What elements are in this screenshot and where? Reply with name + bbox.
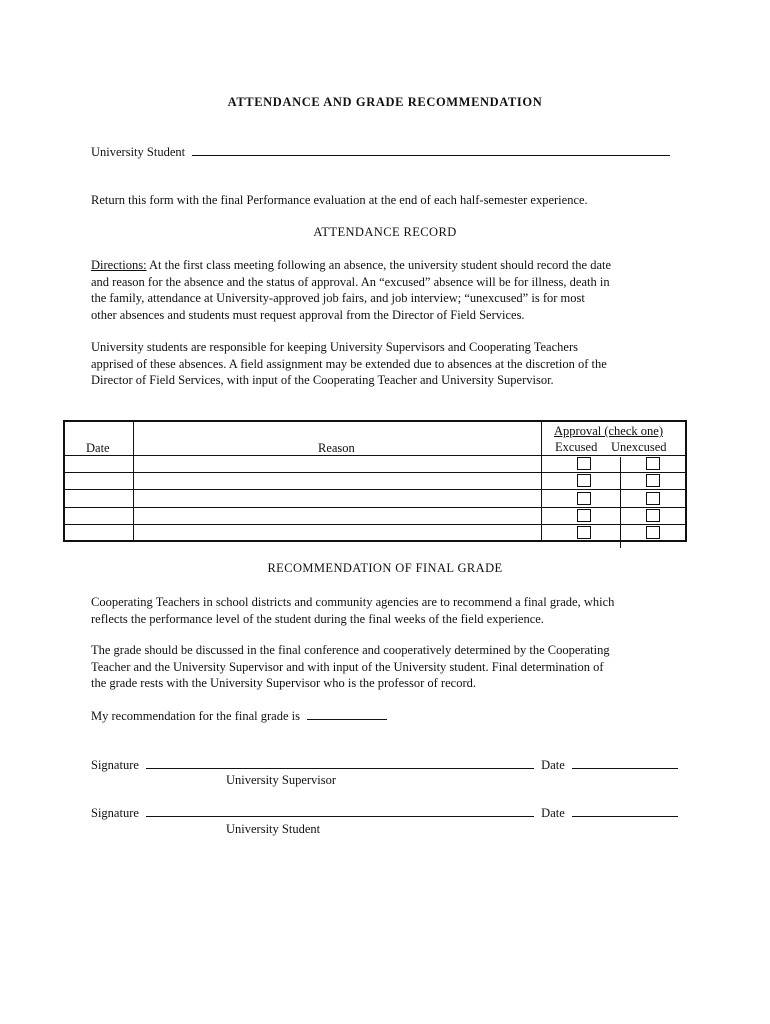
student-signature-field[interactable]	[146, 805, 534, 817]
responsibility-line-3: Director of Field Services, with input of the Cooperating Teacher and University Supervisor.	[91, 373, 554, 387]
excused-checkbox[interactable]	[577, 474, 591, 487]
table-row-divider	[65, 507, 685, 508]
table-divider-date	[133, 422, 134, 540]
recommendation-row	[91, 708, 387, 724]
responsibility-line-2: apprised of these absences. A field assignment may be extended due to absences at the discretion of the	[91, 356, 607, 371]
student-name-row	[91, 144, 670, 160]
student-name-field[interactable]	[192, 144, 670, 156]
unexcused-checkbox[interactable]	[646, 492, 660, 505]
recommendation-label: My recommendation for the final grade is	[91, 709, 300, 723]
table-row-divider	[65, 455, 685, 456]
responsibility-paragraph	[91, 339, 691, 389]
table-divider-approval	[620, 457, 621, 548]
final-grade-heading: RECOMMENDATION OF FINAL GRADE	[267, 561, 503, 575]
discussion-line-3: the grade rests with the University Supervisor who is the professor of record.	[91, 676, 476, 690]
cooperating-line-1: Cooperating Teachers in school districts and community agencies are to recommend a final grade, which	[91, 595, 615, 609]
student-caption: University Student	[226, 822, 321, 836]
reason-header: Reason	[318, 441, 355, 455]
responsibility-line-1: University students are responsible for keeping University Supervisors and Cooperating Teachers	[91, 340, 578, 354]
table-row-divider	[65, 524, 685, 525]
unexcused-header: Unexcused	[611, 440, 667, 454]
unexcused-checkbox[interactable]	[646, 474, 660, 487]
discussion-line-2: Teacher and the University Supervisor and with input of the University student. Final determination of	[91, 659, 604, 674]
student-date-field[interactable]	[572, 805, 678, 817]
signature-label: Signature	[91, 806, 139, 820]
table-row-divider	[65, 472, 685, 473]
form-title: ATTENDANCE AND GRADE RECOMMENDATION	[227, 95, 543, 109]
cooperating-paragraph	[91, 594, 691, 627]
date-label: Date	[541, 758, 565, 772]
directions-line-1: At the first class meeting following an absence, the university student should record the date	[148, 258, 612, 272]
approval-header: Approval (check one)	[554, 424, 663, 438]
attendance-heading: ATTENDANCE RECORD	[313, 225, 457, 239]
excused-checkbox[interactable]	[577, 526, 591, 539]
unexcused-checkbox[interactable]	[646, 526, 660, 539]
supervisor-signature-field[interactable]	[146, 757, 534, 769]
supervisor-signature-row	[91, 757, 678, 773]
directions-label: Directions:	[91, 258, 147, 272]
discussion-line-1: The grade should be discussed in the final conference and cooperatively determined by the Cooperating	[91, 643, 610, 657]
signature-label: Signature	[91, 758, 139, 772]
excused-checkbox[interactable]	[577, 509, 591, 522]
supervisor-caption: University Supervisor	[226, 773, 337, 787]
excused-checkbox[interactable]	[577, 492, 591, 505]
excused-checkbox[interactable]	[577, 457, 591, 470]
unexcused-checkbox[interactable]	[646, 457, 660, 470]
date-header: Date	[86, 441, 110, 455]
directions-line-3: the family, attendance at University-approved job fairs, and job interview; “unexcused” is for most	[91, 291, 585, 305]
discussion-paragraph	[91, 642, 691, 692]
directions-line-4: other absences and students must request approval from the Director of Field Services.	[91, 307, 525, 322]
attendance-table	[63, 420, 687, 542]
directions-line-2: and reason for the absence and the status of approval. An “excused” absence will be for illness, death in	[91, 274, 610, 289]
cooperating-line-2: reflects the performance level of the student during the final weeks of the field experience.	[91, 611, 544, 626]
table-row-divider	[65, 489, 685, 490]
return-instructions: Return this form with the final Performance evaluation at the end of each half-semester experience.	[91, 193, 588, 207]
final-grade-field[interactable]	[307, 708, 387, 720]
supervisor-date-field[interactable]	[572, 757, 678, 769]
student-label: University Student	[91, 145, 186, 159]
student-signature-row	[91, 805, 678, 821]
date-label: Date	[541, 806, 565, 820]
excused-header: Excused	[555, 440, 598, 454]
directions-paragraph	[91, 257, 691, 323]
table-divider-reason	[541, 422, 542, 540]
unexcused-checkbox[interactable]	[646, 509, 660, 522]
